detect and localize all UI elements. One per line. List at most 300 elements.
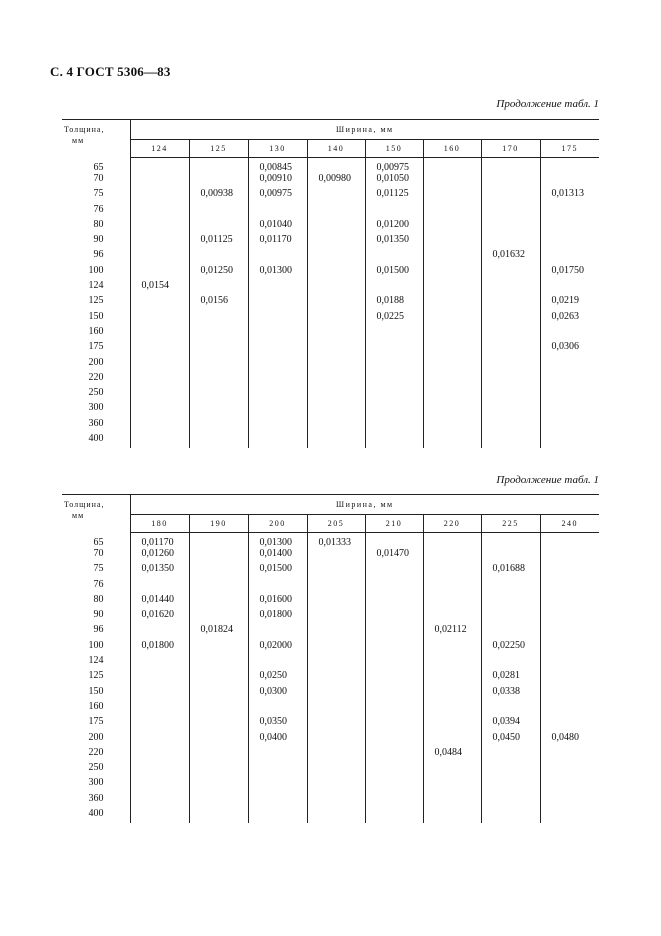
value-cell [307, 655, 365, 670]
value-cell [307, 609, 365, 624]
value-cell [481, 624, 540, 639]
value-cell [423, 686, 481, 701]
value-cell [540, 640, 599, 655]
value-cell [248, 433, 307, 448]
thickness-cell: 90 [62, 609, 130, 624]
value-cell [130, 655, 189, 670]
value-cell: 0,00980 [307, 173, 365, 188]
value-cell [423, 173, 481, 188]
value-cell: 0,0250 [248, 670, 307, 685]
value-cell [540, 418, 599, 433]
value-cell [540, 701, 599, 716]
thickness-cell: 76 [62, 579, 130, 594]
value-cell [307, 686, 365, 701]
value-cell [130, 686, 189, 701]
value-cell [423, 655, 481, 670]
value-cell [423, 609, 481, 624]
value-cell [540, 387, 599, 402]
value-cell: 0,0350 [248, 716, 307, 731]
value-cell [248, 341, 307, 356]
thickness-label: Толщина, [64, 125, 105, 134]
value-cell [365, 670, 423, 685]
width-col-header: 190 [189, 515, 248, 533]
value-cell: 0,01125 [365, 188, 423, 203]
value-cell [189, 249, 248, 264]
value-cell [189, 533, 248, 549]
value-cell [540, 655, 599, 670]
thickness-cell: 220 [62, 372, 130, 387]
value-cell [189, 548, 248, 563]
value-cell [307, 793, 365, 808]
value-cell [248, 326, 307, 341]
value-cell [307, 249, 365, 264]
value-cell [130, 732, 189, 747]
value-cell: 0,02000 [248, 640, 307, 655]
value-cell: 0,01350 [365, 234, 423, 249]
value-cell [130, 387, 189, 402]
table-row [62, 579, 599, 594]
value-cell [189, 326, 248, 341]
value-cell [365, 402, 423, 417]
value-cell [365, 624, 423, 639]
value-cell [189, 655, 248, 670]
width-col-header: 160 [423, 140, 481, 158]
value-cell [307, 747, 365, 762]
value-cell [423, 762, 481, 777]
table-row [62, 716, 599, 731]
value-cell [481, 402, 540, 417]
table-row [62, 357, 599, 372]
value-cell [540, 686, 599, 701]
value-cell [423, 219, 481, 234]
value-cell [307, 732, 365, 747]
value-cell [307, 188, 365, 203]
width-col-header: 180 [130, 515, 189, 533]
value-cell [540, 357, 599, 372]
value-cell [189, 793, 248, 808]
width-col-header: 150 [365, 140, 423, 158]
table-row [62, 777, 599, 792]
value-cell [481, 387, 540, 402]
value-cell [540, 219, 599, 234]
value-cell [130, 234, 189, 249]
table-row [62, 188, 599, 203]
value-cell [248, 402, 307, 417]
table-row [62, 609, 599, 624]
table-row [62, 234, 599, 249]
thickness-cell: 100 [62, 640, 130, 655]
value-cell [248, 249, 307, 264]
value-cell: 0,01260 [141, 548, 174, 559]
value-cell [307, 219, 365, 234]
value-cell [540, 280, 599, 295]
value-cell: 0,01800 [141, 639, 174, 651]
value-cell [481, 158, 540, 174]
value-cell [307, 295, 365, 310]
thickness-cell: 200 [62, 732, 130, 747]
value-cell [248, 387, 307, 402]
value-cell [365, 701, 423, 716]
value-cell: 0,00910 [248, 173, 307, 188]
value-cell [307, 762, 365, 777]
value-cell [130, 762, 189, 777]
value-cell [481, 579, 540, 594]
value-cell [365, 732, 423, 747]
table-row [62, 533, 599, 549]
thickness-cell: 400 [62, 433, 130, 448]
thickness-cell: 96 [62, 624, 130, 639]
table-row [62, 387, 599, 402]
value-cell: 0,0338 [481, 686, 540, 701]
value-cell [365, 686, 423, 701]
table-1 [62, 119, 599, 448]
value-cell [481, 548, 540, 563]
value-cell [481, 747, 540, 762]
value-cell [540, 609, 599, 624]
value-cell [130, 701, 189, 716]
width-col-header: 225 [481, 515, 540, 533]
table-row [62, 808, 599, 823]
value-cell [365, 563, 423, 578]
value-cell [307, 341, 365, 356]
value-cell [189, 418, 248, 433]
thickness-cell: 125 [62, 670, 130, 685]
value-cell [189, 701, 248, 716]
value-cell [307, 387, 365, 402]
value-cell [540, 716, 599, 731]
value-cell [423, 357, 481, 372]
width-col-header: 124 [130, 140, 189, 158]
value-cell [307, 594, 365, 609]
thickness-cell: 200 [62, 357, 130, 372]
value-cell [189, 341, 248, 356]
value-cell [423, 204, 481, 219]
width-col-header: 220 [423, 515, 481, 533]
value-cell: 0,01350 [141, 563, 174, 575]
value-cell [481, 609, 540, 624]
thickness-cell: 65 [62, 158, 130, 174]
width-col-header: 170 [481, 140, 540, 158]
value-cell [130, 747, 189, 762]
value-cell [481, 418, 540, 433]
width-col-header: 140 [307, 140, 365, 158]
value-cell [307, 204, 365, 219]
thickness-cell: 75 [62, 188, 130, 203]
value-cell [248, 762, 307, 777]
value-cell [423, 808, 481, 823]
thickness-cell: 300 [62, 402, 130, 417]
value-cell: 0,0400 [248, 732, 307, 747]
page-header: С. 4 ГОСТ 5306—83 [50, 64, 171, 79]
table-row [62, 655, 599, 670]
value-cell [365, 357, 423, 372]
value-cell: 0,01440 [141, 593, 174, 605]
value-cell [307, 158, 365, 174]
value-cell: 0,0281 [481, 670, 540, 685]
value-cell [423, 326, 481, 341]
value-cell [307, 716, 365, 731]
value-cell [365, 433, 423, 448]
value-cell [481, 188, 540, 203]
value-cell [481, 808, 540, 823]
value-cell [189, 387, 248, 402]
table-row [62, 433, 599, 448]
value-cell [189, 280, 248, 295]
value-cell [189, 433, 248, 448]
table-row [62, 204, 599, 219]
value-cell [307, 808, 365, 823]
table-row [62, 793, 599, 808]
value-cell [365, 640, 423, 655]
value-cell: 0,00938 [189, 188, 248, 203]
value-cell [130, 372, 189, 387]
value-cell [540, 173, 599, 188]
value-cell [248, 655, 307, 670]
value-cell [189, 173, 248, 188]
value-cell [189, 563, 248, 578]
table-row [62, 372, 599, 387]
value-cell [365, 762, 423, 777]
width-header: Ширина, мм [130, 495, 599, 515]
value-cell [365, 609, 423, 624]
thickness-cell: 76 [62, 204, 130, 219]
value-cell [189, 747, 248, 762]
value-cell [307, 777, 365, 792]
thickness-cell: 125 [62, 295, 130, 310]
value-cell: 0,0225 [365, 311, 423, 326]
value-cell [307, 640, 365, 655]
value-cell [365, 594, 423, 609]
value-cell [423, 265, 481, 280]
table-row [62, 158, 599, 174]
thickness-cell: 100 [62, 265, 130, 280]
value-cell [189, 732, 248, 747]
value-cell [540, 533, 599, 549]
table-row [62, 563, 599, 578]
value-cell [307, 563, 365, 578]
value-cell [248, 204, 307, 219]
value-cell: 0,01800 [248, 609, 307, 624]
table-row [62, 640, 599, 655]
value-cell [365, 418, 423, 433]
value-cell: 0,01632 [481, 249, 540, 264]
value-cell [423, 280, 481, 295]
value-cell [130, 311, 189, 326]
value-cell [540, 548, 599, 563]
value-cell [189, 311, 248, 326]
thickness-cell: 70 [62, 548, 130, 563]
value-cell [365, 808, 423, 823]
value-cell [248, 579, 307, 594]
value-cell: 0,0188 [365, 295, 423, 310]
value-cell [189, 777, 248, 792]
value-cell: 0,00975 [365, 158, 423, 174]
value-cell [130, 624, 189, 639]
value-cell [248, 624, 307, 639]
value-cell [481, 655, 540, 670]
value-cell: 0,02112 [423, 624, 481, 639]
value-cell [540, 433, 599, 448]
table-row [62, 341, 599, 356]
table-row [62, 670, 599, 685]
value-cell [130, 357, 189, 372]
value-cell [130, 433, 189, 448]
table-row [62, 219, 599, 234]
table-row [62, 295, 599, 310]
value-cell [189, 357, 248, 372]
value-cell [540, 762, 599, 777]
width-col-header: 175 [540, 140, 599, 158]
table-row [62, 311, 599, 326]
table-row [62, 418, 599, 433]
value-cell [423, 433, 481, 448]
value-cell [307, 265, 365, 280]
value-cell [365, 326, 423, 341]
table-row [62, 173, 599, 188]
value-cell [365, 204, 423, 219]
value-cell [540, 808, 599, 823]
value-cell [423, 793, 481, 808]
table-row [62, 624, 599, 639]
value-cell [365, 777, 423, 792]
value-cell: 0,01333 [307, 533, 365, 549]
value-cell [423, 579, 481, 594]
table-row [62, 402, 599, 417]
value-cell: 0,0450 [481, 732, 540, 747]
thickness-cell: 175 [62, 716, 130, 731]
table-row [62, 265, 599, 280]
thickness-label: Толщина, [64, 500, 105, 509]
value-cell [481, 204, 540, 219]
value-cell [423, 548, 481, 563]
value-cell [248, 793, 307, 808]
table-row [62, 701, 599, 716]
value-cell [423, 402, 481, 417]
thickness-cell: 150 [62, 311, 130, 326]
table-row [62, 548, 599, 563]
value-cell: 0,01300 [248, 265, 307, 280]
table-row [62, 249, 599, 264]
value-cell [540, 777, 599, 792]
value-cell [130, 716, 189, 731]
value-cell [481, 219, 540, 234]
value-cell [248, 357, 307, 372]
value-cell [307, 624, 365, 639]
value-cell [365, 387, 423, 402]
value-cell [189, 204, 248, 219]
value-cell [365, 280, 423, 295]
value-cell [540, 563, 599, 578]
value-cell [423, 777, 481, 792]
value-cell [423, 732, 481, 747]
value-cell [423, 533, 481, 549]
value-cell [130, 418, 189, 433]
value-cell [307, 579, 365, 594]
value-cell [307, 433, 365, 448]
value-cell [540, 326, 599, 341]
value-cell [248, 295, 307, 310]
value-cell: 0,0154 [141, 280, 169, 292]
value-cell [130, 341, 189, 356]
value-cell [481, 326, 540, 341]
thickness-cell: 80 [62, 219, 130, 234]
value-cell [130, 219, 189, 234]
thickness-cell: 160 [62, 701, 130, 716]
value-cell: 0,01824 [189, 624, 248, 639]
table-row [62, 747, 599, 762]
value-cell: 0,0263 [540, 311, 599, 326]
value-cell [307, 326, 365, 341]
thickness-cell: 400 [62, 808, 130, 823]
value-cell: 0,01600 [248, 594, 307, 609]
value-cell [423, 563, 481, 578]
value-cell [130, 670, 189, 685]
value-cell [130, 579, 189, 594]
thickness-header [62, 120, 130, 158]
value-cell [130, 777, 189, 792]
value-cell [130, 204, 189, 219]
value-cell [481, 357, 540, 372]
value-cell [189, 670, 248, 685]
value-cell [423, 188, 481, 203]
value-cell: 0,01620 [141, 609, 174, 621]
value-cell [365, 716, 423, 731]
thickness-unit: мм [72, 136, 85, 145]
value-cell [481, 341, 540, 356]
value-cell [248, 311, 307, 326]
value-cell [189, 402, 248, 417]
value-cell [248, 372, 307, 387]
value-cell [248, 808, 307, 823]
value-cell [481, 701, 540, 716]
value-cell [423, 418, 481, 433]
value-cell [365, 341, 423, 356]
value-cell [423, 594, 481, 609]
width-col-header: 125 [189, 140, 248, 158]
thickness-cell: 124 [62, 655, 130, 670]
value-cell [423, 249, 481, 264]
value-cell [189, 808, 248, 823]
value-cell [307, 357, 365, 372]
value-cell: 0,01300 [248, 533, 307, 549]
value-cell [423, 311, 481, 326]
value-cell: 0,01170 [141, 537, 174, 548]
width-col-header: 210 [365, 515, 423, 533]
thickness-cell: 220 [62, 747, 130, 762]
thickness-cell: 70 [62, 173, 130, 188]
value-cell [307, 234, 365, 249]
table-row [62, 594, 599, 609]
thickness-cell: 175 [62, 341, 130, 356]
value-cell [130, 158, 189, 174]
value-cell [248, 777, 307, 792]
value-cell [540, 234, 599, 249]
value-cell: 0,01500 [248, 563, 307, 578]
value-cell: 0,01250 [189, 265, 248, 280]
value-cell [423, 234, 481, 249]
value-cell [481, 265, 540, 280]
value-cell [481, 793, 540, 808]
value-cell: 0,0394 [481, 716, 540, 731]
value-cell [130, 793, 189, 808]
table-row [62, 280, 599, 295]
value-cell [189, 686, 248, 701]
value-cell [307, 418, 365, 433]
value-cell [481, 372, 540, 387]
value-cell [423, 372, 481, 387]
value-cell [540, 793, 599, 808]
value-cell [540, 372, 599, 387]
